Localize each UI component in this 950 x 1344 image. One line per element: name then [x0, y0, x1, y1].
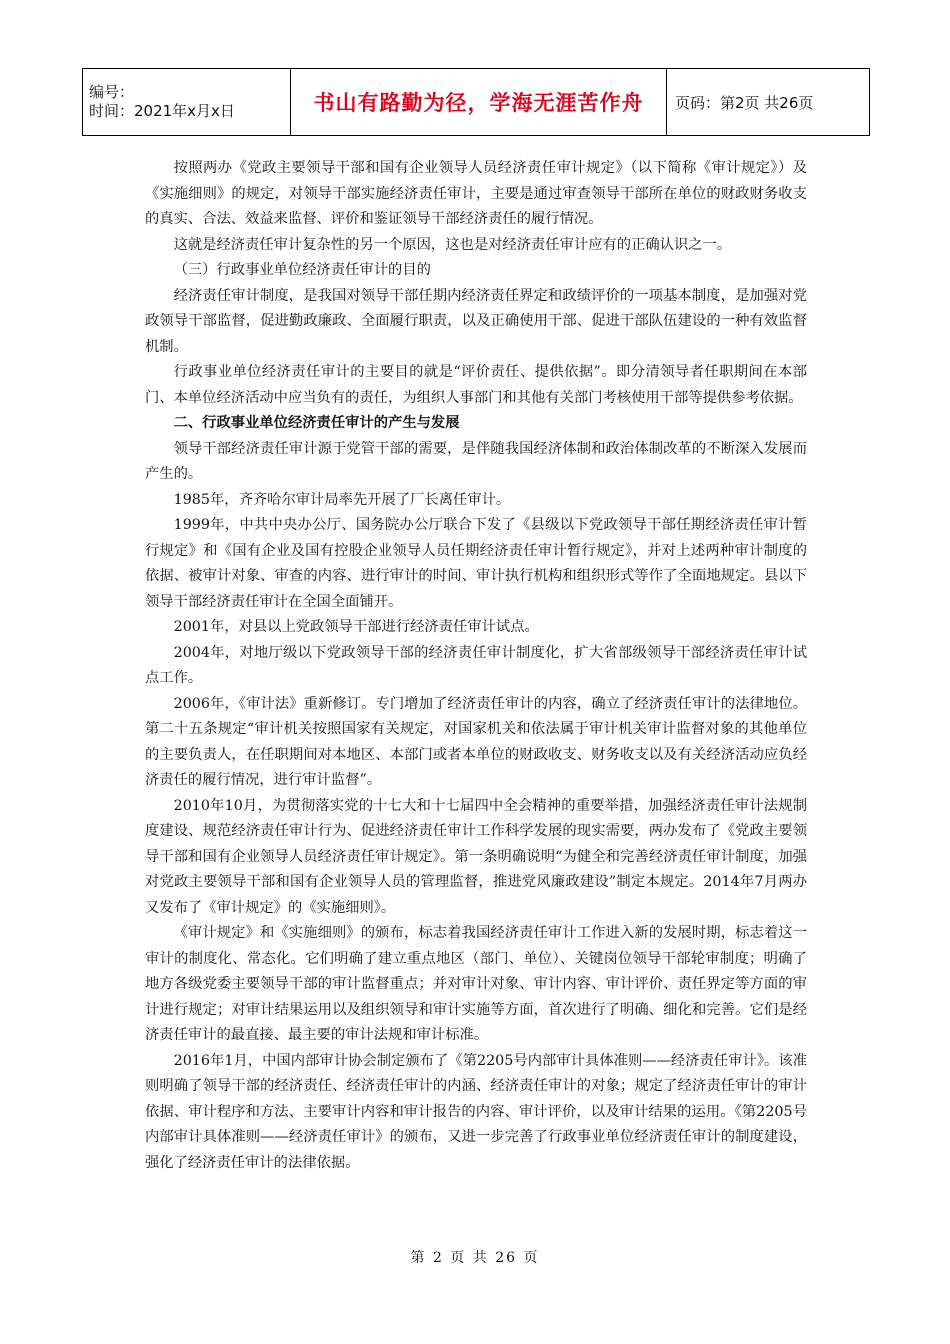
paragraph: 这就是经济责任审计复杂性的另一个原因，这也是对经济责任审计应有的正确认识之一。	[173, 236, 732, 253]
paragraph: 1985年，齐齐哈尔审计局率先开展了厂长离任审计。	[173, 491, 511, 508]
paragraph: 2006年，《审计法》重新修订。专门增加了经济责任审计的内容，确立了经济责任审计的法律地位。第二十五条规定“审计机关按照国家有关规定，对国家机关和依法属于审计机关审计监督对象的其他单位的主要负责人，在任职期间对本地区、本部门或者本单位的财政收支、财务收支以及有关经济活动应负经济责任的履行情况，进行审计监督”。	[145, 695, 807, 788]
document-number-label: 编号：	[89, 83, 135, 101]
header-motto: 书山有路勤为径，学海无涯苦作舟	[291, 69, 667, 136]
paragraph: 2004年，对地厅级以下党政领导干部的经济责任审计制度化，扩大省部级领导干部经济责任审计试点工作。	[145, 644, 807, 686]
header-meta-cell	[83, 69, 291, 136]
paragraph: 1999年，中共中央办公厅、国务院办公厅联合下发了《县级以下党政领导干部任期经济责任审计暂行规定》和《国有企业及国有控股企业领导人员任期经济责任审计暂行规定》，并对上述两种审计制度的依据、被审计对象、审查的内容、进行审计的时间、审计执行机构和组织形式等作了全面地规定。县以下领导干部经济责任审计在全国全面铺开。	[145, 517, 807, 610]
paragraph: 2016年1月，中国内部审计协会制定颁布了《第2205号内部审计具体准则——经济责任审计》。该准则明确了领导干部的经济责任、经济责任审计的内涵、经济责任审计的对象；规定了经济责任审计的审计依据、审计程序和方法、主要审计内容和审计报告的内容、审计评价，以及审计结果的运用。《第2205号内部审计具体准则——经济责任审计》的颁布，又进一步完善了行政事业单位经济责任审计的制度建设，强化了经济责任审计的法律依据。	[145, 1052, 807, 1171]
paragraph: 领导干部经济责任审计源于党管干部的需要，是伴随我国经济体制和政治体制改革的不断深入发展而产生的。	[145, 440, 807, 482]
document-body	[145, 156, 807, 1176]
subsection-heading: （三）行政事业单位经济责任审计的目的	[173, 262, 431, 278]
paragraph: 行政事业单位经济责任审计的主要目的就是“评价责任、提供依据”。即分清领导者任职期间在本部门、本单位经济活动中应当负有的责任，为组织人事部门和其他有关部门考核使用干部等提供参考依据。	[145, 364, 807, 406]
paragraph: 经济责任审计制度，是我国对领导干部任期内经济责任界定和政绩评价的一项基本制度，是加强对党政领导干部监督，促进勤政廉政、全面履行职责，以及正确使用干部、促进干部队伍建设的一种有效监督机制。	[145, 287, 807, 355]
section-heading: 二、行政事业单位经济责任审计的产生与发展	[173, 415, 460, 431]
page-footer: 第 2 页 共 26 页	[410, 1250, 540, 1266]
paragraph: 按照两办《党政主要领导干部和国有企业领导人员经济责任审计规定》（以下简称《审计规定》）及《实施细则》的规定，对领导干部实施经济责任审计，主要是通过审查领导干部所在单位的财政财务收支的真实、合法、效益来监督、评价和鉴证领导干部经济责任的履行情况。	[145, 160, 807, 227]
document-date-label: 时间：2021年x月x日	[89, 102, 235, 120]
header-page-number: 页码：第2页 共26页	[667, 69, 870, 136]
paragraph: 《审计规定》和《实施细则》的颁布，标志着我国经济责任审计工作进入新的发展时期，标志着这一审计的制度化、常态化。它们明确了建立重点地区（部门、单位）、关键岗位领导干部轮审制度；明确了地方各级党委主要领导干部的审计监督重点；并对审计对象、审计内容、审计评价、责任界定等方面的审计进行规定；对审计结果运用以及组织领导和审计实施等方面，首次进行了明确、细化和完善。它们是经济责任审计的最直接、最主要的审计法规和审计标准。	[145, 925, 807, 1043]
paragraph: 2010年10月，为贯彻落实党的十七大和十七届四中全会精神的重要举措，加强经济责任审计法规制度建设、规范经济责任审计行为、促进经济责任审计工作科学发展的现实需要，两办发布了《党政主要领导干部和国有企业领导人员经济责任审计规定》。第一条明确说明“为健全和完善经济责任审计制度，加强对党政主要领导干部和国有企业领导人员的管理监督，推进党风廉政建设”制定本规定。2014年7月两办又发布了《审计规定》的《实施细则》。	[145, 797, 807, 916]
page-header	[82, 68, 870, 136]
paragraph: 2001年，对县以上党政领导干部进行经济责任审计试点。	[173, 619, 539, 635]
